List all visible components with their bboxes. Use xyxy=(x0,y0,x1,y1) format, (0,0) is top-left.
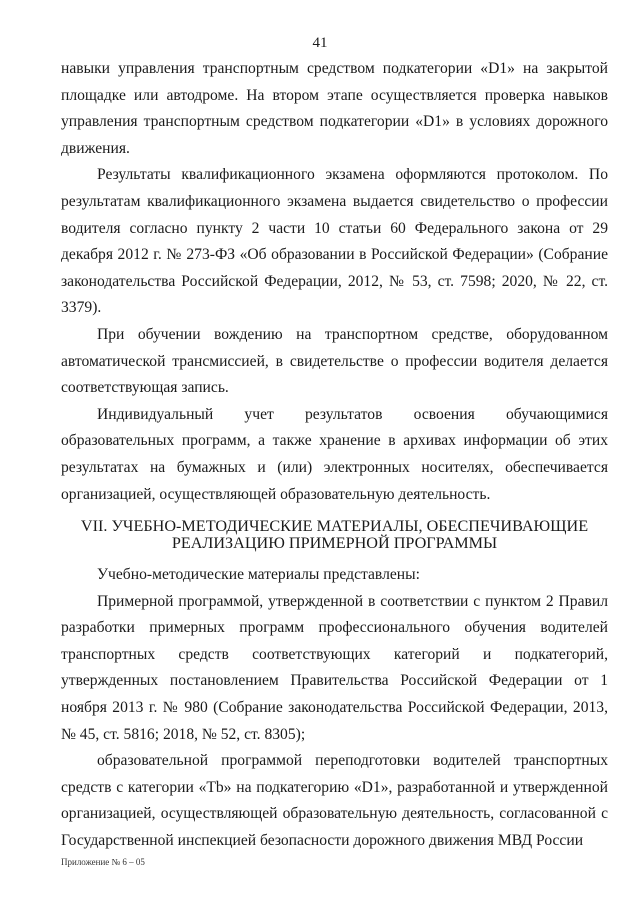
paragraph: образовательной программой переподготовки водителей транспортных средств с категории «Tb» на подкатегорию «D1», разработанной и утвержденной организацией, осуществляющей образовательную деятельность, согласованной с Государственной инспекцией безопасности дорожного движения МВД России xyxy=(61,752,608,850)
body-bottom xyxy=(61,562,608,855)
paragraph: Индивидуальный учет результатов освоения обучающимися образовательных программ, а также хранение в архивах информации об этих результатах на бумажных и (или) электронных носителях, обеспечивается организацией, осуществляющей образовательную деятельность. xyxy=(61,405,608,503)
paragraph: Примерной программой, утвержденной в соответствии с пунктом 2 Правил разработки примерных программ профессионального обучения водителей транспортных средств соответствующих категорий и подкатегорий, утвержденных постановлением Правительства Российской Федерации от 1 ноября 2013 г. № 980 (Собрание законодательства Российской Федерации, 2013, № 45, ст. 5816; 2018, № 52, ст. 8305); xyxy=(61,592,608,743)
paragraph: Учебно-методические материалы представлены: xyxy=(97,566,420,584)
paragraph: Результаты квалификационного экзамена оформляются протоколом. По результатам квалификационного экзамена выдается свидетельство о профессии водителя согласно пункту 2 части 10 статьи 60 Федерального закона от 29 декабря 2012 г. № 273-ФЗ «Об образовании в Российской Федерации» (Собрание законодательства Российской Федерации, 2012, № 53, ст. 7598; 2020, № 22, ст. 3379). xyxy=(61,166,608,317)
page-number: 41 xyxy=(312,35,328,51)
body-top xyxy=(61,56,608,508)
section-heading: VII. УЧЕБНО-МЕТОДИЧЕСКИЕ МАТЕРИАЛЫ, ОБЕСПЕЧИВАЮЩИЕ РЕАЛИЗАЦИЮ ПРИМЕРНОЙ ПРОГРАММЫ xyxy=(80,517,589,553)
paragraph: навыки управления транспортным средством подкатегории «D1» на закрытой площадке или автодроме. На втором этапе осуществляется проверка навыков управления транспортным средством подкатегории «D1» в условиях дорожного движения. xyxy=(61,60,608,157)
paragraph: При обучении вождению на транспортном средстве, оборудованном автоматической трансмиссией, в свидетельстве о профессии водителя делается соответствующая запись. xyxy=(61,325,608,397)
page-footer: Приложение № 6 – 05 xyxy=(61,857,145,867)
